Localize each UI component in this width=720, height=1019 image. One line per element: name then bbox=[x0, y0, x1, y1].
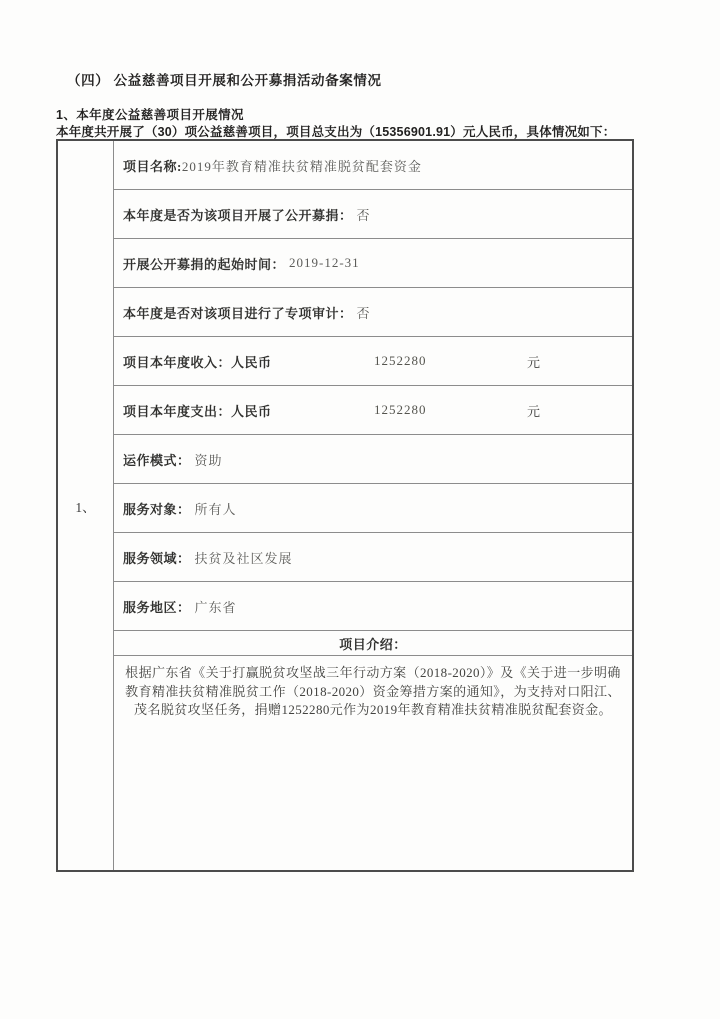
public-fundraising-label: 本年度是否为该项目开展了公开募捐： bbox=[123, 207, 353, 223]
fundraising-start-date-label: 开展公开募捐的起始时间： bbox=[123, 256, 286, 272]
service-target-label: 服务对象： bbox=[123, 501, 191, 517]
project-name-value: 2019年教育精准扶贫精准脱贫配套资金 bbox=[181, 158, 422, 174]
row-service-field bbox=[114, 533, 632, 582]
row-operation-mode bbox=[114, 435, 632, 484]
special-audit-value: 否 bbox=[356, 305, 371, 321]
annual-expense-unit: 元 bbox=[527, 403, 541, 419]
service-field-label: 服务领域： bbox=[123, 550, 191, 566]
project-detail-table bbox=[56, 139, 634, 872]
project-name-label: 项目名称: bbox=[123, 158, 182, 174]
project-rows-column bbox=[114, 141, 632, 870]
operation-mode-label: 运作模式： bbox=[123, 452, 191, 468]
subsection-title: 1、本年度公益慈善项目开展情况 bbox=[56, 108, 244, 122]
row-project-name bbox=[114, 141, 632, 190]
project-intro-paragraph: 根据广东省《关于打赢脱贫攻坚战三年行动方案（2018-2020）》及《关于进一步明确教育精准扶贫精准脱贫工作（2018-2020）资金筹措方案的通知》，为支持对口阳江、茂名脱贫攻坚任务，捐赠1252280元作为2019年教育精准扶贫精准脱贫配套资金。 bbox=[125, 665, 621, 717]
row-fundraising-start-date bbox=[114, 239, 632, 288]
project-intro-header-row bbox=[114, 631, 632, 656]
service-region-value: 广东省 bbox=[194, 599, 237, 615]
annual-expense-currency: 人民币 bbox=[231, 403, 272, 419]
row-service-target bbox=[114, 484, 632, 533]
special-audit-label: 本年度是否对该项目进行了专项审计： bbox=[123, 305, 353, 321]
annual-expense-label: 项目本年度支出： bbox=[123, 403, 232, 419]
annual-income-label: 项目本年度收入： bbox=[123, 354, 232, 370]
project-intro-header-label: 项目介绍： bbox=[339, 636, 407, 652]
row-annual-expense bbox=[114, 386, 632, 435]
annual-income-amount: 1252280 bbox=[374, 353, 427, 368]
row-service-region bbox=[114, 582, 632, 631]
annual-expense-amount: 1252280 bbox=[374, 402, 427, 417]
section-title: （四） 公益慈善项目开展和公开募捐活动备案情况 bbox=[67, 73, 382, 88]
project-index-cell bbox=[58, 141, 114, 870]
annual-income-currency: 人民币 bbox=[231, 354, 272, 370]
row-public-fundraising bbox=[114, 190, 632, 239]
row-annual-income bbox=[114, 337, 632, 386]
intro-summary-line: 本年度共开展了（30）项公益慈善项目，项目总支出为（15356901.91）元人民币，具体情况如下： bbox=[56, 125, 616, 139]
row-special-audit bbox=[114, 288, 632, 337]
service-region-label: 服务地区： bbox=[123, 599, 191, 615]
project-index-label: 1、 bbox=[75, 499, 96, 515]
public-fundraising-value: 否 bbox=[356, 207, 371, 223]
operation-mode-value: 资助 bbox=[194, 452, 223, 468]
service-target-value: 所有人 bbox=[194, 501, 237, 517]
fundraising-start-date-value: 2019-12-31 bbox=[289, 255, 360, 270]
service-field-value: 扶贫及社区发展 bbox=[194, 550, 293, 566]
annual-income-unit: 元 bbox=[527, 354, 541, 370]
